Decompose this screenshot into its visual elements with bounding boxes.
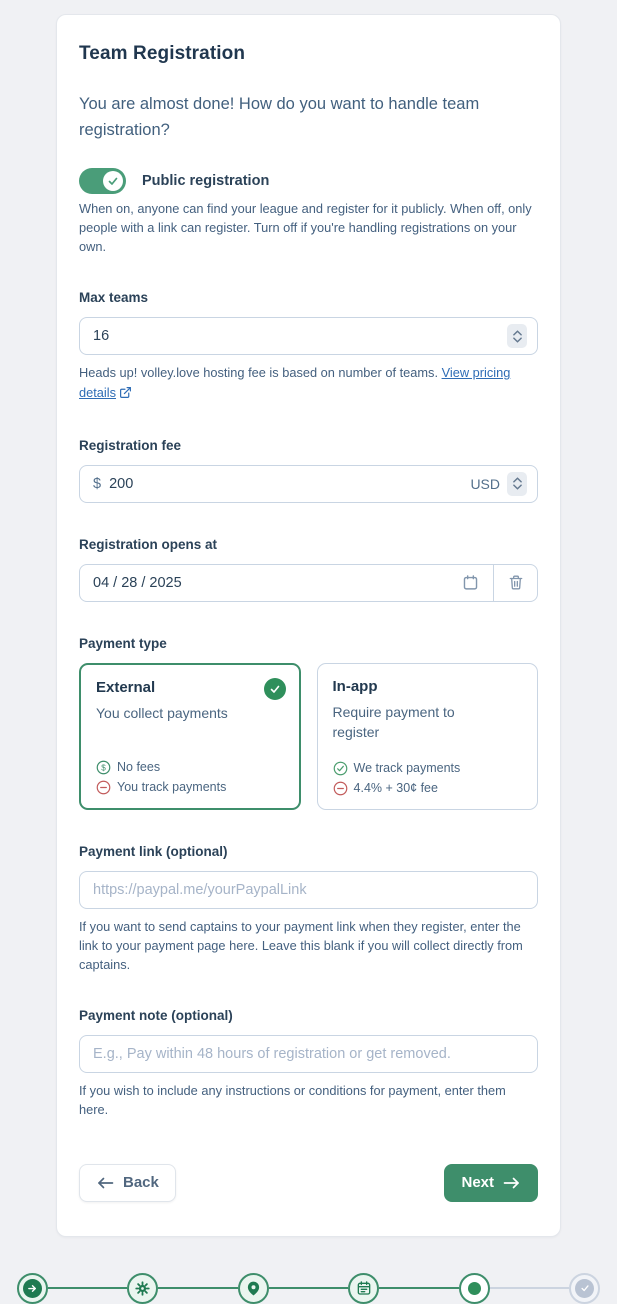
payment-option-inapp[interactable]	[317, 663, 538, 810]
stepper-connector	[158, 1287, 237, 1289]
payment-link-input[interactable]	[93, 882, 527, 898]
stepper-connector	[48, 1287, 127, 1289]
payment-note-help: If you wish to include any instructions or conditions for payment, enter them here.	[79, 1083, 506, 1118]
payment-note-field	[79, 1008, 538, 1119]
calendar-icon	[462, 574, 479, 591]
stepper-connector	[379, 1287, 458, 1289]
feature-row	[96, 760, 284, 775]
feature-text: You track payments	[117, 780, 227, 795]
clear-date-button[interactable]	[493, 565, 537, 601]
current-step-dot	[468, 1282, 481, 1295]
payment-option-title: In-app	[332, 677, 378, 695]
max-teams-help	[79, 363, 538, 403]
max-teams-stepper[interactable]	[507, 324, 527, 348]
calendar-picker-button[interactable]	[448, 574, 493, 591]
chevron-down-icon	[513, 484, 522, 490]
step-3-location[interactable]	[238, 1273, 269, 1304]
step-5-registration-current[interactable]	[459, 1273, 490, 1304]
dollar-circle-icon	[96, 760, 111, 775]
payment-type-label: Payment type	[79, 635, 167, 651]
next-button-label: Next	[461, 1174, 494, 1192]
check-circle-icon	[333, 761, 348, 776]
chevron-up-icon	[513, 477, 522, 483]
payment-link-field	[79, 844, 538, 975]
feature-row	[96, 780, 284, 795]
check-icon	[107, 175, 119, 187]
team-registration-card	[56, 14, 561, 1237]
step-4-schedule[interactable]	[348, 1273, 379, 1304]
feature-text: No fees	[117, 760, 161, 775]
date-input[interactable]: 04 / 28 / 2025	[93, 574, 182, 591]
gear-icon	[134, 1280, 151, 1297]
registration-opens-label: Registration opens at	[79, 536, 218, 552]
step-2-settings[interactable]	[127, 1273, 158, 1304]
location-pin-icon	[246, 1280, 261, 1297]
registration-fee-input-box	[79, 465, 538, 503]
registration-fee-field	[79, 438, 538, 503]
public-registration-label: Public registration	[142, 172, 270, 189]
payment-option-subtitle: You collect payments	[96, 704, 228, 721]
chevron-up-icon	[513, 330, 522, 336]
stepper-connector	[269, 1287, 348, 1289]
payment-link-input-box	[79, 871, 538, 909]
payment-link-help: If you want to send captains to your payment link when they register, enter the link to your payment page here. Leave this blank if you will collect directly from captains.	[79, 918, 523, 973]
view-pricing-link[interactable]: View pricing details	[79, 365, 511, 400]
calendar-icon	[356, 1280, 372, 1296]
svg-text:$: $	[101, 763, 106, 773]
arrow-right-icon	[503, 1176, 521, 1190]
registration-fee-input[interactable]	[109, 476, 470, 492]
registration-fee-label: Registration fee	[79, 437, 182, 453]
page-title: Team Registration	[79, 43, 246, 64]
external-link-icon	[119, 385, 132, 404]
feature-row	[333, 781, 522, 796]
arrow-right-icon	[23, 1279, 42, 1298]
max-teams-label: Max teams	[79, 290, 149, 306]
payment-note-input[interactable]	[93, 1046, 527, 1062]
arrow-left-icon	[96, 1176, 114, 1190]
minus-circle-icon	[96, 780, 111, 795]
currency-code: USD	[470, 475, 500, 492]
public-registration-help: When on, anyone can find your league and register for it publicly. When off, only people with a link can register. Turn off if you're handling registrations on your own.	[79, 200, 532, 255]
back-button-label: Back	[123, 1174, 159, 1192]
feature-text: We track payments	[353, 761, 461, 776]
back-button[interactable]	[79, 1164, 176, 1202]
public-registration-toggle[interactable]	[79, 168, 126, 194]
minus-circle-icon	[333, 781, 348, 796]
toggle-knob	[103, 171, 123, 191]
feature-text: 4.4% + 30¢ fee	[353, 781, 438, 796]
payment-link-label: Payment link (optional)	[79, 843, 228, 859]
payment-option-title: External	[96, 678, 156, 696]
max-teams-field	[79, 290, 538, 403]
registration-fee-stepper[interactable]	[507, 472, 527, 496]
step-1-welcome[interactable]	[17, 1273, 48, 1304]
trash-icon	[508, 574, 524, 591]
payment-note-input-box	[79, 1035, 538, 1073]
max-teams-help-text: Heads up! volley.love hosting fee is based on number of teams.	[79, 365, 442, 381]
payment-option-subtitle: Require payment to register	[332, 703, 455, 741]
feature-row	[333, 761, 522, 776]
payment-note-label: Payment note (optional)	[79, 1008, 233, 1024]
stepper-connector	[490, 1287, 569, 1289]
check-icon	[575, 1279, 594, 1298]
payment-type-field	[79, 636, 538, 810]
registration-opens-input-box	[79, 564, 538, 602]
max-teams-input[interactable]	[93, 328, 507, 344]
currency-prefix: $	[93, 475, 102, 492]
registration-opens-field	[79, 537, 538, 602]
step-6-finish[interactable]	[569, 1273, 600, 1304]
selected-check-badge	[264, 678, 286, 700]
next-button[interactable]	[444, 1164, 538, 1202]
max-teams-input-box	[79, 317, 538, 355]
page-subtitle: You are almost done! How do you want to handle team registration?	[79, 95, 480, 140]
progress-stepper	[0, 1273, 617, 1304]
payment-option-external[interactable]	[79, 663, 301, 810]
chevron-down-icon	[513, 337, 522, 343]
